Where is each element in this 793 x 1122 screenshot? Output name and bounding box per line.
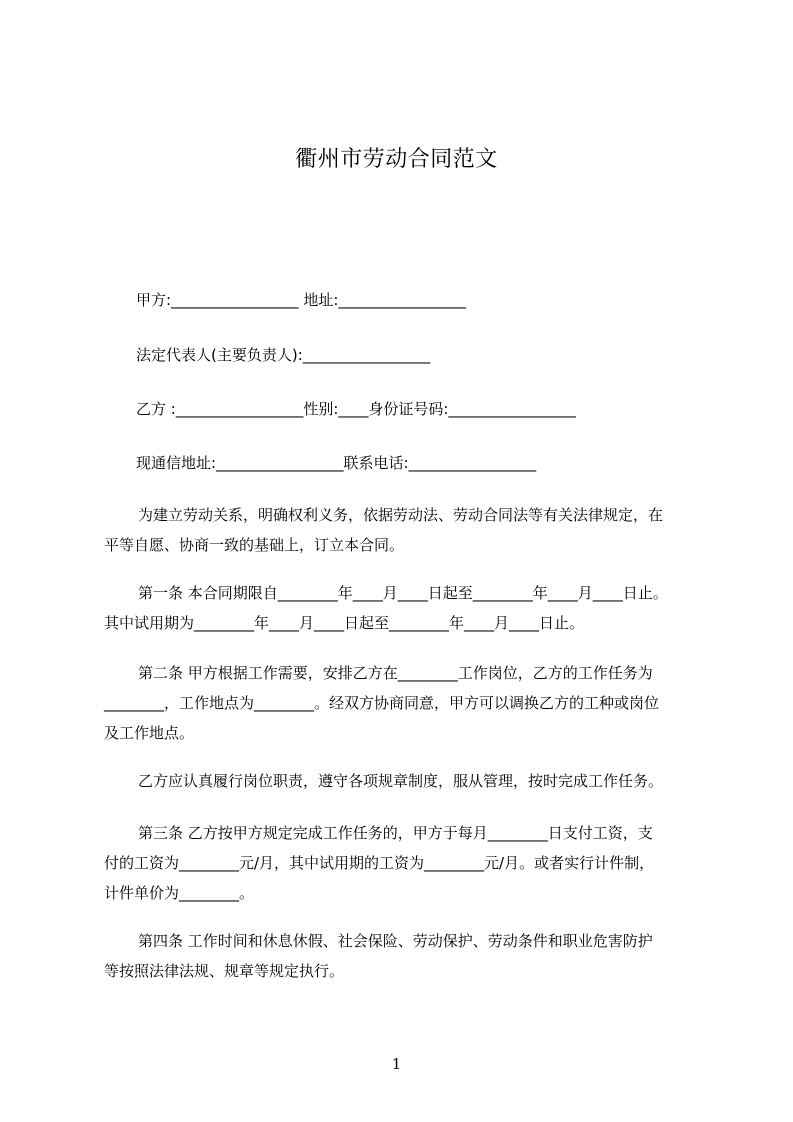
intro-line-2: 平等自愿、协商一致的基础上，订立本合同。	[104, 536, 405, 554]
page-number: 1	[391, 1055, 402, 1073]
article-1-line-1: 第一条 本合同期限自________年____月____日起至________年____月____日止。	[138, 584, 668, 602]
intro-paragraph	[104, 500, 663, 560]
document-title: 衢州市劳动合同范文	[295, 147, 498, 172]
article-1-line-2: 其中试用期为________年____月____日起至________年____月____日止。	[104, 614, 585, 632]
article-3	[104, 818, 654, 908]
address-phone-line: 现通信地址:_________________联系电话:_________________	[136, 454, 537, 472]
article-2-line-2: ________，工作地点为________。经双方协商同意，甲方可以调换乙方的工种或岗位	[104, 694, 660, 712]
article-3-line-1: 第三条 乙方按甲方规定完成工作任务的，甲方于每月________日支付工资，支	[138, 824, 653, 842]
duty-paragraph: 乙方应认真履行岗位职责，遵守各项规章制度，服从管理，按时完成工作任务。	[138, 772, 664, 790]
article-4-line-1: 第四条 工作时间和休息休假、社会保险、劳动保护、劳动条件和职业危害防护	[138, 932, 653, 950]
article-2-line-1: 第二条 甲方根据工作需要，安排乙方在________工作岗位，乙方的工作任务为	[138, 664, 653, 682]
party-a-line: 甲方:_________________ 地址:_________________	[136, 291, 466, 309]
article-3-line-3: 计件单价为________。	[104, 884, 255, 902]
intro-line-1: 为建立劳动关系，明确权利义务，依据劳动法、劳动合同法等有关法律规定，在	[138, 506, 664, 524]
article-4-line-2: 等按照法律法规、规章等规定执行。	[104, 962, 345, 980]
article-2	[104, 658, 659, 748]
article-2-line-3: 及工作地点。	[104, 724, 195, 742]
article-4	[104, 926, 653, 986]
legal-representative-line: 法定代表人(主要负责人):_________________	[136, 346, 431, 364]
article-1	[104, 578, 668, 638]
article-3-line-2: 付的工资为________元/月，其中试用期的工资为________元/月。或者实行计件制，	[104, 854, 655, 872]
party-b-line: 乙方 :_________________性别:____身份证号码:_________________	[136, 400, 576, 418]
